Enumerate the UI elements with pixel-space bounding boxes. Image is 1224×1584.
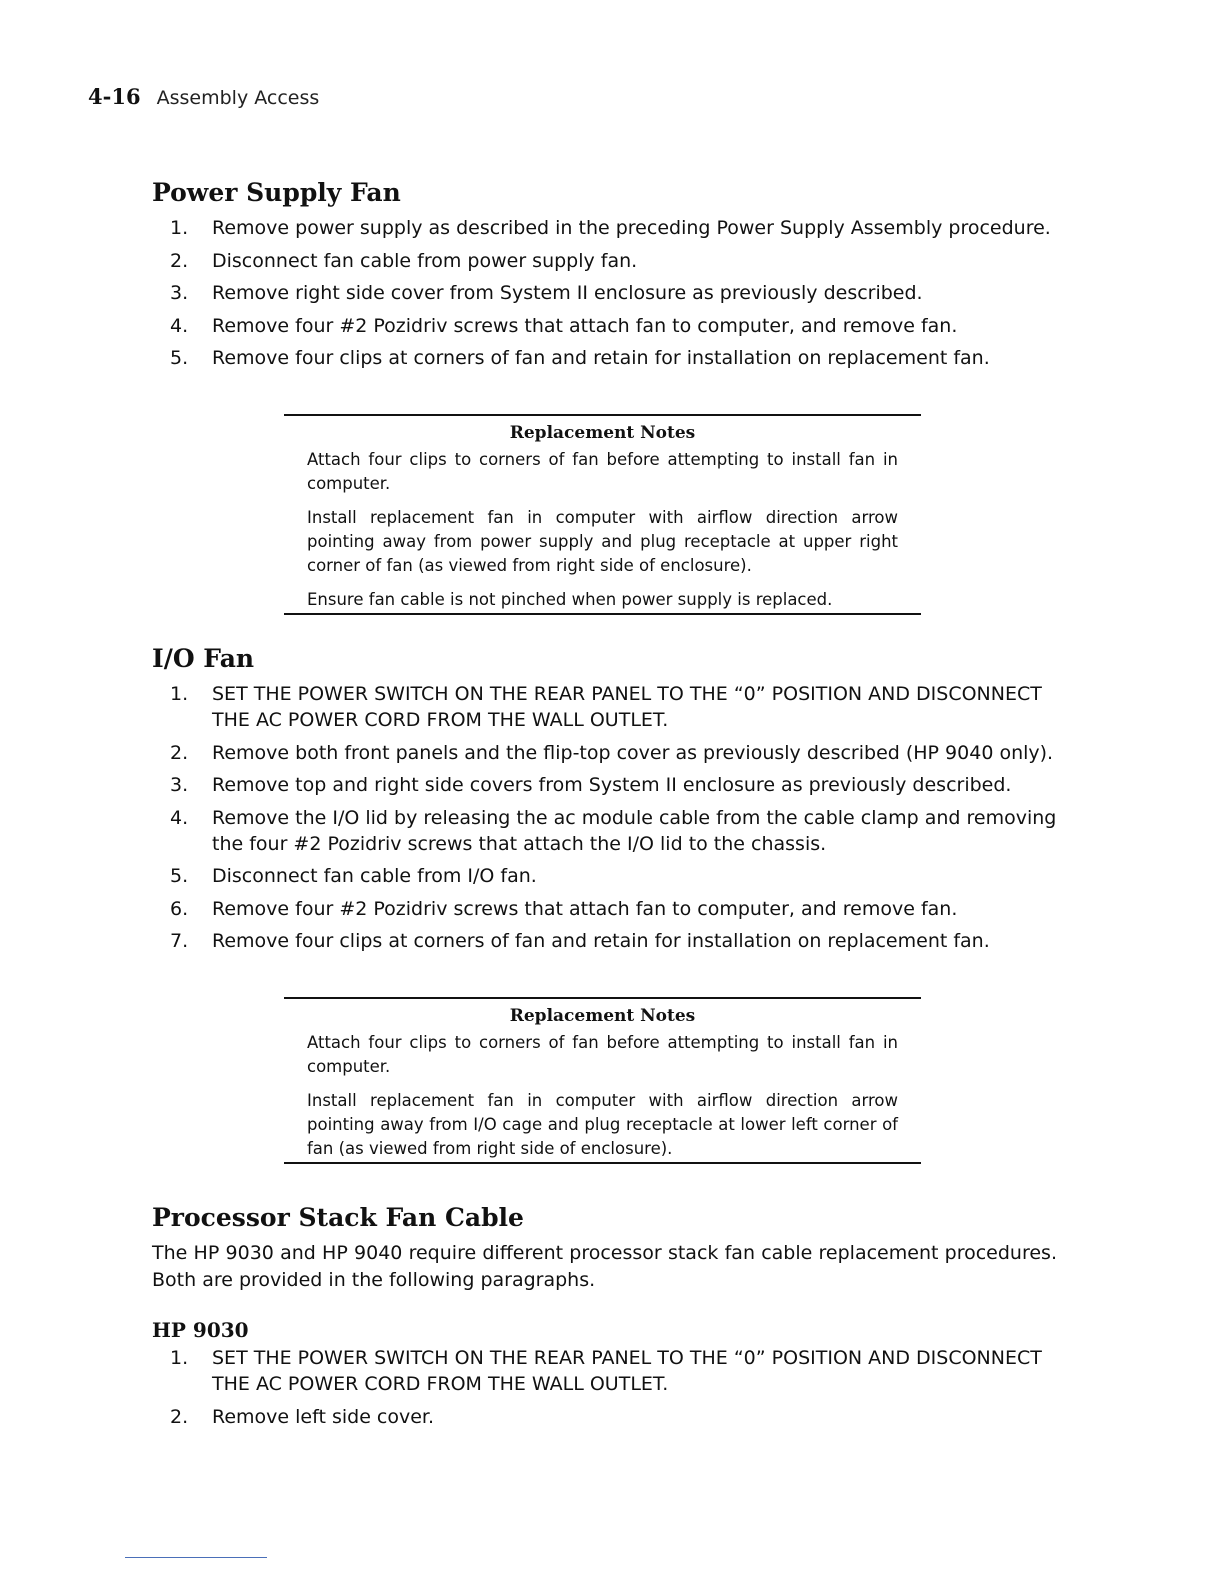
list-item: 7. Remove four clips at corners of fan and retain for installation on replacement fan. — [170, 930, 990, 952]
notes-paragraph: Install replacement fan in computer with airflow direction arrow pointing away from power supply and plug receptacle at upper right corner of fan (as viewed from right side of enclosure). — [307, 508, 898, 575]
io-fan-steps — [170, 681, 1070, 961]
notes-paragraph: Install replacement fan in computer with airflow direction arrow pointing away from I/O cage and plug receptacle at lower left corner of fan (as viewed from right side of enclosure). — [307, 1091, 898, 1158]
replacement-notes-io-fan — [284, 997, 921, 1164]
heading-processor-stack-fan-cable: Processor Stack Fan Cable — [152, 1203, 524, 1232]
list-item: 2. Disconnect fan cable from power supply fan. — [170, 249, 638, 272]
heading-io-fan: I/O Fan — [152, 644, 255, 673]
list-item: 1. SET THE POWER SWITCH ON THE REAR PANEL TO THE “0” POSITION AND DISCONNECT THE AC POWER CORD FROM THE WALL OUTLET. — [170, 1347, 1042, 1395]
list-item: 4. Remove four #2 Pozidriv screws that attach fan to computer, and remove fan. — [170, 314, 958, 337]
list-item: 2. Remove left side cover. — [170, 1405, 435, 1428]
notes-title: Replacement Notes — [509, 423, 696, 443]
subheading-hp-9030: HP 9030 — [152, 1318, 249, 1342]
notes-paragraph: Ensure fan cable is not pinched when power supply is replaced. — [307, 590, 833, 609]
list-item: 6. Remove four #2 Pozidriv screws that attach fan to computer, and remove fan. — [170, 897, 958, 920]
power-supply-fan-steps — [170, 215, 1070, 378]
page-header — [88, 84, 319, 109]
notes-title: Replacement Notes — [509, 1006, 696, 1026]
list-item: 4. Remove the I/O lid by releasing the ac module cable from the cable clamp and removing the four #2 Pozidriv screws that attach the I/O lid to the chassis. — [170, 806, 1057, 855]
footer-rule — [125, 1557, 267, 1558]
processor-stack-intro: The HP 9030 and HP 9040 require different processor stack fan cable replacement procedures. Both are provided in the following paragraphs. — [152, 1242, 1057, 1291]
notes-paragraph: Attach four clips to corners of fan before attempting to install fan in computer. — [307, 450, 898, 493]
heading-power-supply-fan: Power Supply Fan — [152, 178, 401, 207]
notes-paragraph: Attach four clips to corners of fan before attempting to install fan in computer. — [307, 1033, 898, 1076]
hp-9030-steps — [170, 1345, 1070, 1436]
list-item: 2. Remove both front panels and the flip-top cover as previously described (HP 9040 only). — [170, 741, 1054, 764]
list-item: 1. SET THE POWER SWITCH ON THE REAR PANEL TO THE “0” POSITION AND DISCONNECT THE AC POWER CORD FROM THE WALL OUTLET. — [170, 683, 1042, 731]
list-item: 5. Remove four clips at corners of fan and retain for installation on replacement fan. — [170, 347, 990, 369]
list-item: 3. Remove top and right side covers from System II enclosure as previously described. — [170, 774, 1012, 796]
list-item: 3. Remove right side cover from System II enclosure as previously described. — [170, 282, 923, 304]
replacement-notes-power-supply-fan — [284, 414, 921, 615]
list-item: 1. Remove power supply as described in the preceding Power Supply Assembly procedure. — [170, 217, 1051, 239]
section-title: Assembly Access — [156, 87, 320, 109]
list-item: 5. Disconnect fan cable from I/O fan. — [170, 865, 537, 887]
page-number: 4-16 — [88, 84, 141, 109]
